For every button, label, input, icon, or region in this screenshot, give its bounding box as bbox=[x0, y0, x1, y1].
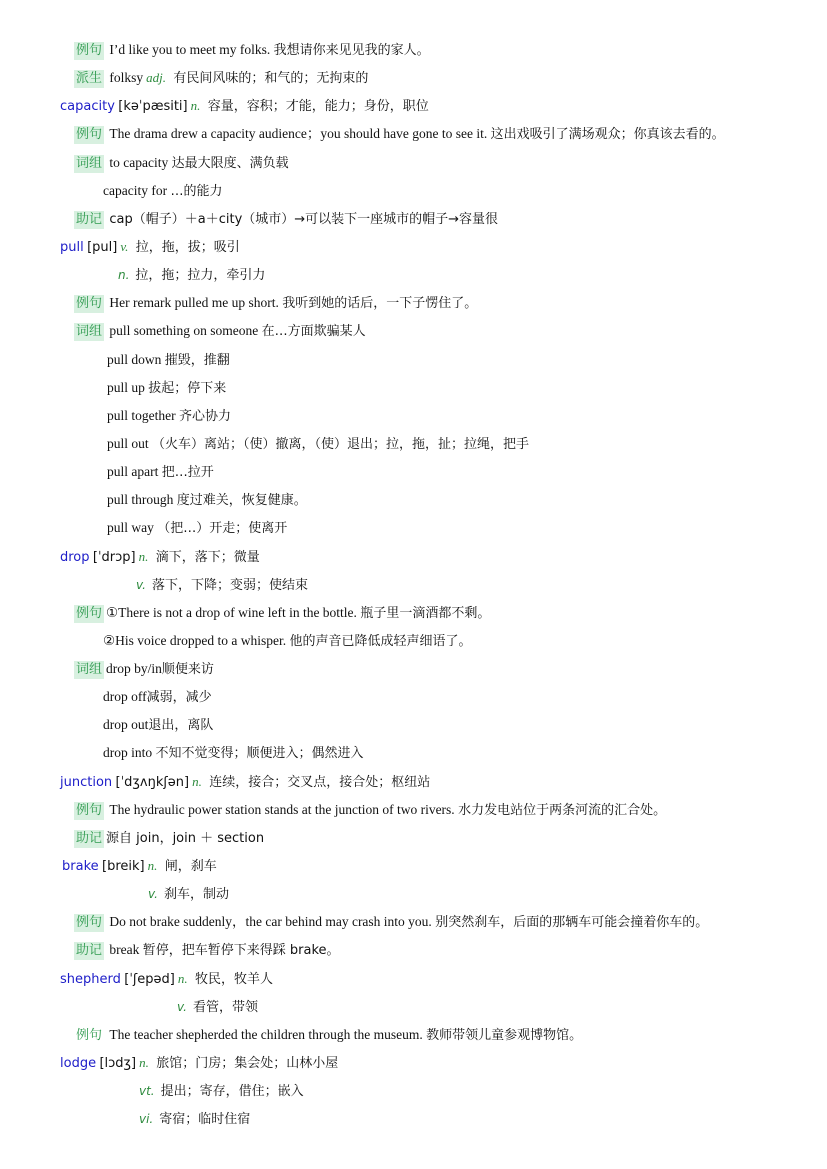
example-line: 例句 The teacher shepherded the children through the museum. 教师带领儿童参观博物馆。 bbox=[76, 1027, 583, 1043]
label-example: 例句 bbox=[76, 803, 103, 818]
phrase-line: pull way （把…）开走；使离开 bbox=[107, 520, 288, 536]
headword: pull bbox=[60, 240, 84, 255]
example-line: 例句 The hydraulic power station stands at the junction of two rivers. 水力发电站位于两条河流的汇合处。 bbox=[76, 802, 667, 818]
label-phrase: 词组 bbox=[76, 324, 103, 339]
label-example: 例句 bbox=[76, 606, 103, 621]
phrase-line: drop into 不知不觉变得；顺便进入；偶然进入 bbox=[103, 745, 364, 761]
phrase-line: drop off减弱，减少 bbox=[103, 689, 212, 705]
label-example: 例句 bbox=[76, 1028, 103, 1043]
phonetic: [kəˈpæsiti] bbox=[118, 99, 188, 114]
example-line: 例句 The drama drew a capacity audience；you should have gone to see it. 这出戏吸引了满场观众；你真该去看的。 bbox=[76, 126, 725, 142]
headword: lodge bbox=[60, 1056, 97, 1071]
pos-line: v. 刹车，制动 bbox=[148, 887, 229, 902]
phrase-line: pull up 拔起；停下来 bbox=[107, 380, 227, 396]
label-example: 例句 bbox=[76, 296, 103, 311]
entry-lodge: lodge [lɔdʒ] n. 旅馆；门房；集会处；山林小屋 bbox=[60, 1055, 339, 1071]
phrase-line: 词组 drop by/in顺便来访 bbox=[76, 661, 214, 677]
phonetic: [ˈdrɔp] bbox=[92, 550, 136, 565]
entry-brake: brake [breik] n. 闸，刹车 bbox=[62, 858, 217, 874]
phonetic: [ˈdʒʌŋkʃən] bbox=[115, 775, 190, 790]
example-line: 例句 I’d like you to meet my folks. 我想请你来见见我的家人。 bbox=[76, 42, 430, 58]
mnemonic-line: 助记 源自 join，join ＋ section bbox=[76, 831, 265, 846]
phrase-line: drop out退出，离队 bbox=[103, 717, 214, 733]
label-phrase: 词组 bbox=[76, 662, 103, 677]
pos-line: n. 拉，拖；拉力，牵引力 bbox=[118, 268, 266, 283]
phonetic: [breik] bbox=[102, 859, 145, 874]
example-line: 例句 Do not brake suddenly，the car behind may crash into you. 别突然刹车，后面的那辆车可能会撞着你车的。 bbox=[76, 914, 709, 930]
example-line: ②His voice dropped to a whisper. 他的声音已降低成轻声细语了。 bbox=[103, 633, 472, 649]
entry-pull: pull [pul] v. 拉，拖，拔；吸引 bbox=[60, 239, 240, 255]
label-mnemonic: 助记 bbox=[76, 212, 103, 227]
phrase-line: pull out （火车）离站；（使）撤离，（使）退出；拉，拖，扯；拉绳，把手 bbox=[107, 436, 530, 452]
entry-shepherd: shepherd [ˈʃepəd] n. 牧民，牧羊人 bbox=[60, 971, 273, 987]
label-mnemonic: 助记 bbox=[76, 831, 103, 846]
phrase-line: pull down 摧毁，推翻 bbox=[107, 352, 230, 368]
label-phrase: 词组 bbox=[76, 156, 103, 171]
phrase-line: 词组 pull something on someone 在…方面欺骗某人 bbox=[76, 323, 366, 339]
headword: capacity bbox=[60, 99, 115, 114]
label-example: 例句 bbox=[76, 43, 103, 58]
label-derivative: 派生 bbox=[76, 71, 103, 86]
derivative-line: 派生 folksy adj. 有民间风味的；和气的；无拘束的 bbox=[76, 70, 369, 86]
pos-line: vi. 寄宿；临时住宿 bbox=[139, 1112, 251, 1127]
phonetic: [lɔdʒ] bbox=[99, 1056, 137, 1071]
pos-line: v. 落下，下降；变弱；使结束 bbox=[136, 578, 308, 593]
label-example: 例句 bbox=[76, 127, 103, 142]
phonetic: [ˈʃepəd] bbox=[124, 972, 175, 987]
headword: drop bbox=[60, 550, 90, 565]
phrase-line: 词组 to capacity 达最大限度、满负载 bbox=[76, 155, 289, 171]
label-example: 例句 bbox=[76, 915, 103, 930]
pos-line: v. 看管，带领 bbox=[177, 1000, 258, 1015]
phonetic: [pul] bbox=[87, 240, 118, 255]
headword: junction bbox=[60, 775, 113, 790]
label-mnemonic: 助记 bbox=[76, 943, 103, 958]
phrase-line: capacity for …的能力 bbox=[103, 183, 223, 199]
phrase-line: pull through 度过难关，恢复健康。 bbox=[107, 492, 307, 508]
entry-drop: drop [ˈdrɔp] n. 滴下，落下；微量 bbox=[60, 549, 260, 565]
pos-line: vt. 提出；寄存，借住；嵌入 bbox=[139, 1084, 304, 1099]
mnemonic-line: 助记 cap（帽子）＋a＋city（城市）→可以装下一座城市的帽子→容量很 bbox=[76, 212, 499, 227]
headword: shepherd bbox=[60, 972, 121, 987]
phrase-line: pull together 齐心协力 bbox=[107, 408, 231, 424]
entry-junction: junction [ˈdʒʌŋkʃən] n. 连续，接合；交叉点，接合处；枢纽站 bbox=[60, 774, 431, 790]
mnemonic-line: 助记 break 暂停，把车暂停下来得踩 brake。 bbox=[76, 942, 340, 958]
headword: brake bbox=[62, 859, 99, 874]
phrase-line: pull apart 把…拉开 bbox=[107, 464, 214, 480]
example-line: 例句 ①There is not a drop of wine left in the bottle. 瓶子里一滴酒都不剩。 bbox=[76, 605, 491, 621]
entry-capacity: capacity [kəˈpæsiti] n. 容量，容积；才能，能力；身份，职位 bbox=[60, 98, 429, 114]
example-line: 例句 Her remark pulled me up short. 我听到她的话后，一下子愣住了。 bbox=[76, 295, 478, 311]
